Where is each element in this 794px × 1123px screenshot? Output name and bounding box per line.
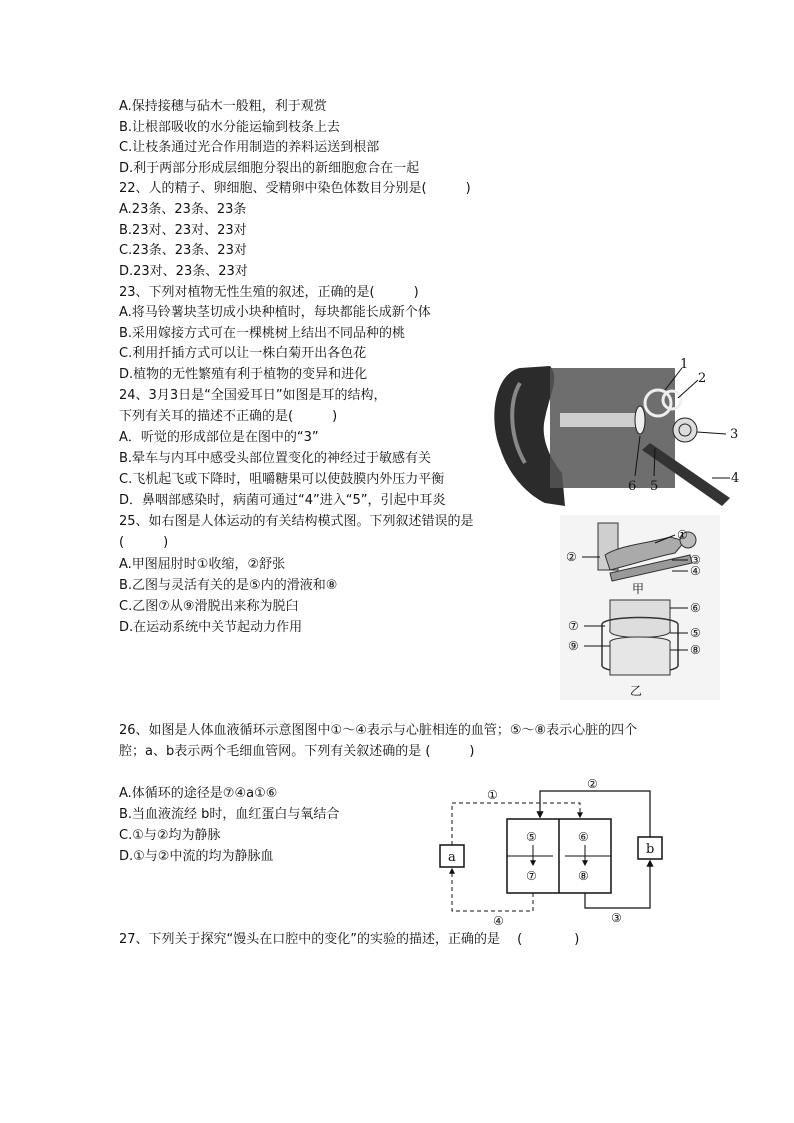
ear-structure-figure xyxy=(490,348,750,508)
ear-label-2: 2 xyxy=(698,371,707,386)
q23-option-a: A.将马铃薯块茎切成小块种植时，每块都能长成新个体 xyxy=(119,305,431,320)
joint-label-5: ⑤ xyxy=(690,626,701,640)
q22-option-b: B.23对、23对、23对 xyxy=(119,223,247,238)
q24-option-b: B.晕车与内耳中感受头部位置变化的神经过于敏感有关 xyxy=(119,451,432,466)
q21-option-a: A.保持接穗与砧木一般粗，利于观赏 xyxy=(119,99,327,114)
q23-option-d: D.植物的无性繁殖有利于植物的变异和进化 xyxy=(119,367,368,382)
q24-option-a: A．听觉的形成部位是在图中的“3” xyxy=(119,430,319,445)
ear-label-3: 3 xyxy=(730,427,739,442)
lower-bone-head xyxy=(610,637,671,675)
q21-option-d: D.利于两部分形成层细胞分裂出的新细胞愈合在一起 xyxy=(119,161,420,176)
q26-option-d: D.①与②中流的均为静脉血 xyxy=(119,849,274,864)
caption-jia: 甲 xyxy=(632,582,645,596)
capillary-a-label: a xyxy=(448,850,456,865)
q24-stem-line1: 24、3月3日是“全国爱耳日”如图是耳的结构， xyxy=(119,388,387,403)
caption-yi: 乙 xyxy=(630,684,643,698)
q26-stem-line1: 26、如图是人体血液循环示意图图中①～④表示与心脏相连的血管；⑤～⑧表示心脏的四个 xyxy=(119,723,638,738)
q22-option-c: C.23条、23条、23对 xyxy=(119,243,247,258)
q22-stem: 22、人的精子、卵细胞、受精卵中染色体数目分别是( ) xyxy=(119,181,471,196)
q25-option-c: C.乙图⑦从⑨滑脱出来称为脱臼 xyxy=(119,599,299,614)
chamber-7: ⑦ xyxy=(526,869,537,883)
q25-option-d: D.在运动系统中关节起动力作用 xyxy=(119,620,303,635)
q26-option-a: A.体循环的途径是⑦④a①⑥ xyxy=(119,786,278,801)
q25-stem: 25、如右图是人体运动的有关结构模式图。下列叙述错误的是 xyxy=(119,514,474,529)
joint-label-4: ④ xyxy=(690,564,701,578)
q23-option-c: C.利用扦插方式可以让一株白菊开出各色花 xyxy=(119,346,367,361)
q24-option-d: D．鼻咽部感染时，病菌可通过“4”进入“5”，引起中耳炎 xyxy=(119,493,446,508)
ear-label-5: 5 xyxy=(650,479,659,494)
q27-stem: 27、下列关于探究“馒头在口腔中的变化”的实验的描述，正确的是 ( ) xyxy=(119,932,580,947)
vessel-label-1: ① xyxy=(487,788,498,802)
q23-option-b: B.采用嫁接方式可在一棵桃树上结出不同品种的桃 xyxy=(119,326,406,341)
joint-label-1: ① xyxy=(677,528,688,542)
chamber-5: ⑤ xyxy=(526,830,537,844)
q24-stem-line2: 下列有关耳的描述不正确的是( ) xyxy=(119,409,338,424)
joint-label-6: ⑥ xyxy=(690,601,701,615)
chamber-6: ⑥ xyxy=(578,830,589,844)
joint-label-8: ⑧ xyxy=(690,643,701,657)
vessel-label-3: ③ xyxy=(611,911,622,925)
chamber-8: ⑧ xyxy=(578,869,589,883)
q26-option-b: B.当血液流经 b时，血红蛋白与氧结合 xyxy=(119,807,340,822)
q26-stem-line2: 腔；a、b表示两个毛细血管网。下列有关叙述确的是 ( ) xyxy=(119,744,475,759)
capillary-b-label: b xyxy=(646,842,655,857)
arm-joint-figure xyxy=(560,515,720,700)
q24-option-c: C.飞机起飞或下降时，咀嚼糖果可以使鼓膜内外压力平衡 xyxy=(119,472,445,487)
q26-option-c: C.①与②均为静脉 xyxy=(119,828,221,843)
q23-stem: 23、下列对植物无性生殖的叙述，正确的是( ) xyxy=(119,285,419,300)
joint-label-7: ⑦ xyxy=(568,619,579,633)
joint-label-2: ② xyxy=(566,550,577,564)
vessel-label-2: ② xyxy=(587,777,598,791)
ear-label-1: 1 xyxy=(680,357,689,372)
ear-label-4: 4 xyxy=(731,471,740,486)
ear-label-6: 6 xyxy=(628,479,637,494)
cochlea xyxy=(673,418,697,442)
q25-option-b: B.乙图与灵活有关的是⑤内的滑液和⑧ xyxy=(119,578,338,593)
temporal-bone xyxy=(550,368,675,488)
q22-option-d: D.23对、23条、23对 xyxy=(119,264,248,279)
q22-option-a: A.23条、23条、23条 xyxy=(119,202,247,217)
q25-option-a: A.甲图屈肘时①收缩，②舒张 xyxy=(119,557,286,572)
blood-circulation-diagram xyxy=(435,775,670,930)
joint-label-3: ③ xyxy=(690,553,701,567)
q21-option-b: B.让根部吸收的水分能运输到枝条上去 xyxy=(119,120,341,135)
vessel-label-4: ④ xyxy=(493,914,504,928)
ear-canal xyxy=(560,413,640,427)
joint-label-9: ⑨ xyxy=(568,639,579,653)
q21-option-c: C.让枝条通过光合作用制造的养料运送到根部 xyxy=(119,140,380,155)
q25-stem-paren: ( ) xyxy=(119,535,169,550)
